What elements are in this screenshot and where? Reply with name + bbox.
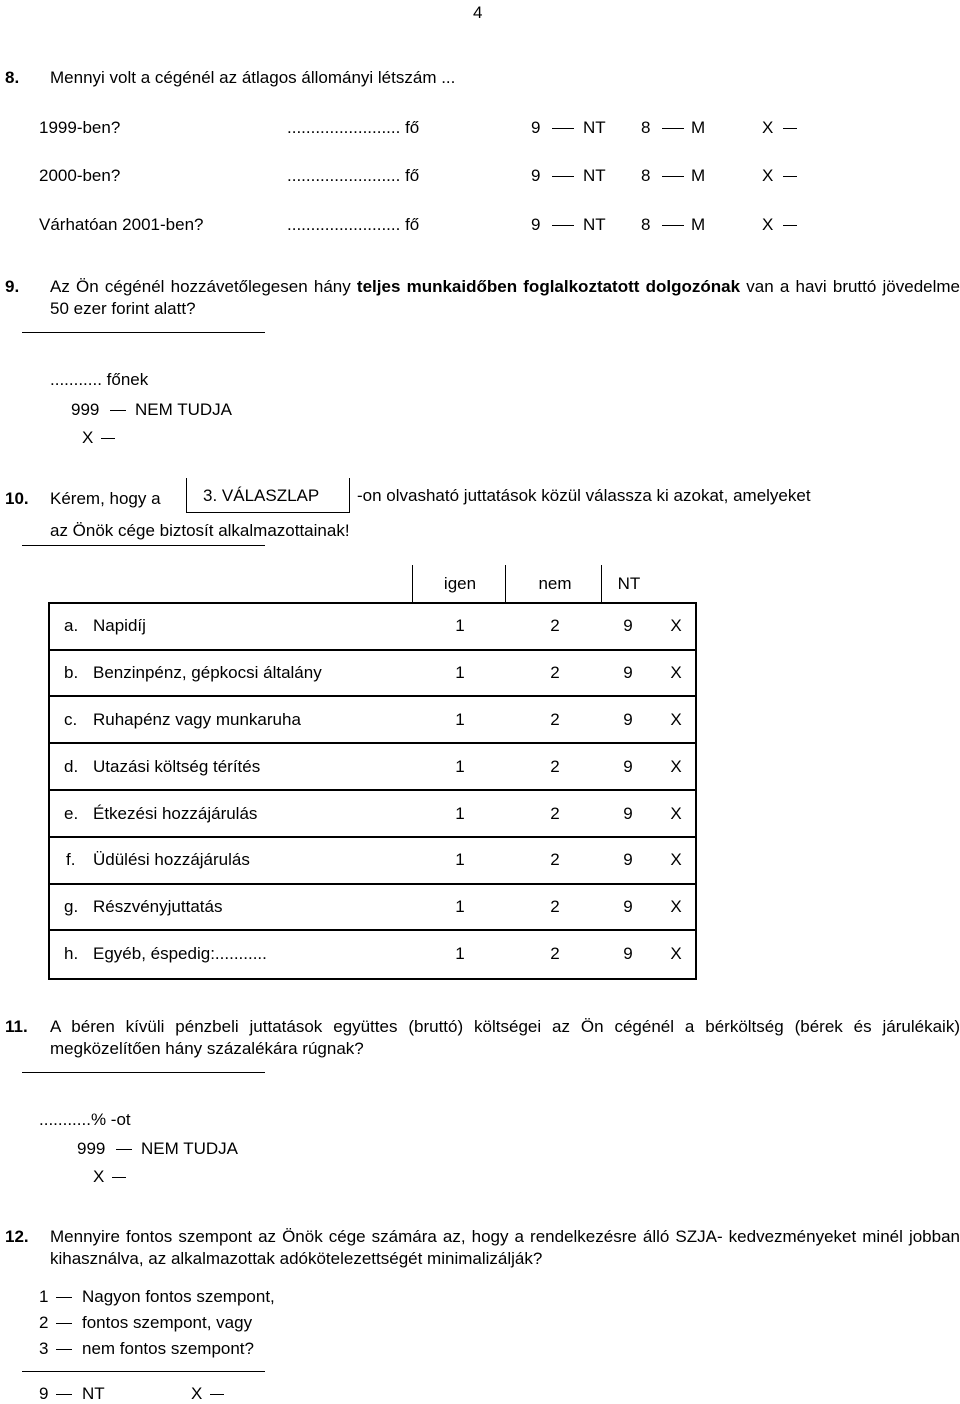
q10-text-line2: az Önök cége biztosít alkalmazottainak! <box>50 521 350 540</box>
q9-text <box>50 276 960 320</box>
q12-option-code[interactable]: 2 <box>39 1313 49 1332</box>
dash <box>101 438 115 439</box>
q8-code-x: X <box>762 215 774 234</box>
q8-row-blank[interactable]: ........................ fő <box>287 118 420 137</box>
option-nt[interactable]: 9 <box>623 944 633 963</box>
q8-number: 8. <box>5 68 20 87</box>
q9-text-part: van a havi bruttó jövedelme 50 ezer forint alatt? <box>50 277 960 318</box>
dash <box>783 128 797 129</box>
option-x[interactable]: X <box>670 757 682 776</box>
q9-code-999: 999 <box>71 400 100 419</box>
dash <box>56 1349 72 1350</box>
q8-row-label: Várhatóan 2001-ben? <box>39 215 204 234</box>
option-x[interactable]: X <box>670 804 682 823</box>
header-divider <box>505 565 506 604</box>
q8-code-m: M <box>691 118 706 137</box>
q9-text-part: Az Ön cégénél hozzávetőlegesen hány <box>50 277 357 296</box>
option-nem[interactable]: 2 <box>550 944 560 963</box>
dash <box>210 1394 224 1395</box>
q8-code-9: 9 <box>531 118 541 137</box>
q9-number: 9. <box>5 277 20 296</box>
q11-text: A béren kívüli pénzbeli juttatások együttes (bruttó) költségei az Ön cégénél a bérköltség (bérek és járulékaik) megközelítően hány százalékára rúgnak? <box>50 1017 960 1058</box>
option-x[interactable]: X <box>670 616 682 635</box>
option-igen[interactable]: 1 <box>455 804 465 823</box>
dash <box>662 128 684 129</box>
option-igen[interactable]: 1 <box>455 663 465 682</box>
dash <box>116 1149 132 1150</box>
row-label: Benzinpénz, gépkocsi általány <box>93 663 322 682</box>
row-divider <box>48 742 695 744</box>
separator-line <box>22 332 265 333</box>
option-igen[interactable]: 1 <box>455 897 465 916</box>
dash <box>112 1177 126 1178</box>
q11-code-label: NEM TUDJA <box>141 1139 238 1158</box>
q12-option-label: Nagyon fontos szempont, <box>82 1287 275 1306</box>
option-igen[interactable]: 1 <box>455 850 465 869</box>
q8-text: Mennyi volt a cégénél az átlagos állományi létszám ... <box>50 68 456 87</box>
q9-answer-blank[interactable]: ........... főnek <box>50 370 149 389</box>
q8-row-blank[interactable]: ........................ fő <box>287 215 420 234</box>
q8-code-nt: NT <box>583 118 606 137</box>
row-letter: a. <box>64 616 79 635</box>
q8-code-x: X <box>762 166 774 185</box>
row-letter: d. <box>64 757 79 776</box>
col-header-nem: nem <box>538 574 572 593</box>
table-frame <box>48 602 697 980</box>
separator-line <box>22 1371 265 1372</box>
q11-answer-blank[interactable]: ...........% -ot <box>39 1110 131 1129</box>
dash <box>783 225 797 226</box>
q12-code-nt: NT <box>82 1384 105 1403</box>
q9-code-label: NEM TUDJA <box>135 400 232 419</box>
card-reference-box-edge <box>349 478 350 512</box>
q10-text-pre: Kérem, hogy a <box>50 489 161 508</box>
card-reference-label: 3. VÁLASZLAP <box>203 486 320 505</box>
dash <box>56 1297 72 1298</box>
separator-line <box>22 545 265 546</box>
q11-code-999: 999 <box>77 1139 106 1158</box>
row-divider <box>48 836 695 838</box>
q11-number: 11. <box>5 1017 28 1036</box>
row-label: Étkezési hozzájárulás <box>93 804 258 823</box>
q12-option-label: fontos szempont, vagy <box>82 1313 253 1332</box>
option-x[interactable]: X <box>670 710 682 729</box>
row-divider <box>48 695 695 697</box>
q12-code-9: 9 <box>39 1384 49 1403</box>
dash <box>552 128 574 129</box>
q12-option-code[interactable]: 1 <box>39 1287 49 1306</box>
option-nt[interactable]: 9 <box>623 897 633 916</box>
q8-code-8: 8 <box>641 215 651 234</box>
option-nt[interactable]: 9 <box>623 710 633 729</box>
row-label: Utazási költség térítés <box>93 757 261 776</box>
q10-number: 10. <box>5 489 29 508</box>
q11-code-x: X <box>93 1167 105 1186</box>
q8-code-m: M <box>691 215 706 234</box>
q8-code-nt: NT <box>583 215 606 234</box>
option-nem[interactable]: 2 <box>550 850 560 869</box>
separator-line <box>22 1072 265 1073</box>
option-igen[interactable]: 1 <box>455 710 465 729</box>
page-number: 4 <box>473 3 483 22</box>
option-nem[interactable]: 2 <box>550 897 560 916</box>
option-nem[interactable]: 2 <box>550 663 560 682</box>
dash <box>110 410 126 411</box>
row-letter: b. <box>64 663 79 682</box>
row-letter: c. <box>64 710 78 729</box>
row-letter: g. <box>64 897 79 916</box>
option-nt[interactable]: 9 <box>623 804 633 823</box>
col-header-igen: igen <box>443 574 477 593</box>
q8-code-9: 9 <box>531 215 541 234</box>
row-label: Napidíj <box>93 616 146 635</box>
q9-code-x: X <box>82 428 94 447</box>
option-igen[interactable]: 1 <box>455 616 465 635</box>
option-x[interactable]: X <box>670 850 682 869</box>
row-letter: e. <box>64 804 79 823</box>
option-nem[interactable]: 2 <box>550 757 560 776</box>
q8-code-x: X <box>762 118 774 137</box>
dash <box>783 176 797 177</box>
q9-text-emphasis: teljes munkaidőben foglalkoztatott dolgozónak <box>356 277 741 296</box>
option-x[interactable]: X <box>670 897 682 916</box>
option-nt[interactable]: 9 <box>623 663 633 682</box>
q8-code-nt: NT <box>583 166 606 185</box>
row-letter: h. <box>64 944 79 963</box>
dash <box>662 176 684 177</box>
row-divider <box>48 649 695 651</box>
row-label: Egyéb, éspedig:........... <box>93 944 267 963</box>
option-nem[interactable]: 2 <box>550 616 560 635</box>
header-divider <box>412 565 413 604</box>
q12-option-label: nem fontos szempont? <box>82 1339 254 1358</box>
q12-option-code[interactable]: 3 <box>39 1339 49 1358</box>
option-nt[interactable]: 9 <box>623 757 633 776</box>
dash <box>56 1323 72 1324</box>
q10-text-post: -on olvasható juttatások közül válassza ki azokat, amelyeket <box>357 486 811 505</box>
row-divider <box>48 883 695 885</box>
q8-row-label: 2000-ben? <box>39 166 121 185</box>
row-label: Ruhapénz vagy munkaruha <box>93 710 301 729</box>
q8-row-label: 1999-ben? <box>39 118 121 137</box>
dash <box>56 1394 72 1395</box>
q8-code-9: 9 <box>531 166 541 185</box>
option-igen[interactable]: 1 <box>455 757 465 776</box>
option-x[interactable]: X <box>670 944 682 963</box>
option-nt[interactable]: 9 <box>623 850 633 869</box>
q8-code-8: 8 <box>641 166 651 185</box>
q8-code-m: M <box>691 166 706 185</box>
row-divider <box>48 929 695 931</box>
row-divider <box>48 789 695 791</box>
q12-number: 12. <box>5 1227 29 1246</box>
dash <box>552 225 574 226</box>
row-letter: f. <box>66 850 76 869</box>
header-divider <box>601 565 602 604</box>
option-nem[interactable]: 2 <box>550 804 560 823</box>
q8-code-8: 8 <box>641 118 651 137</box>
option-igen[interactable]: 1 <box>455 944 465 963</box>
q8-row-blank[interactable]: ........................ fő <box>287 166 420 185</box>
col-header-nt: NT <box>617 574 641 593</box>
row-label: Részvényjuttatás <box>93 897 223 916</box>
q12-text: Mennyire fontos szempont az Önök cége számára az, hogy a rendelkezésre álló SZJA- kedvezményeket minél jobban kihasználva, az alkalmazottak adókötelezettségét minimalizálják? <box>50 1227 960 1268</box>
option-nt[interactable]: 9 <box>623 616 633 635</box>
row-label: Üdülési hozzájárulás <box>93 850 250 869</box>
option-nem[interactable]: 2 <box>550 710 560 729</box>
dash <box>552 176 574 177</box>
dash <box>662 225 684 226</box>
option-x[interactable]: X <box>670 663 682 682</box>
q12-code-x: X <box>191 1384 203 1403</box>
